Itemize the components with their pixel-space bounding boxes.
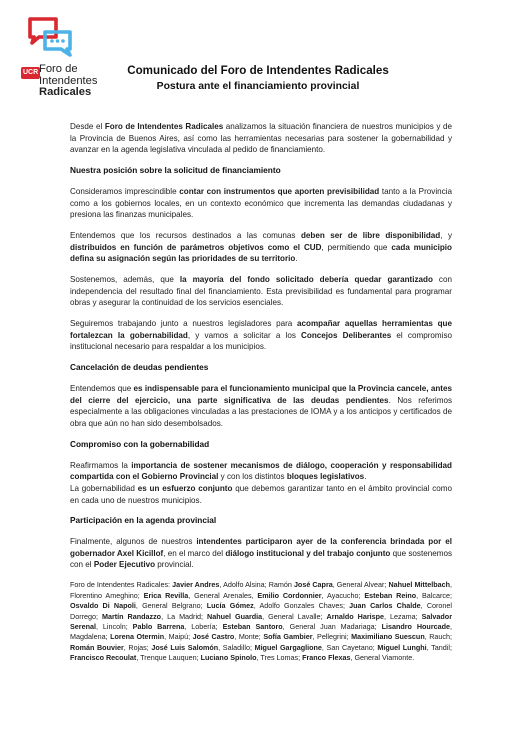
paragraph-legisladores bbox=[70, 318, 452, 353]
bold-run: contar con instrumentos que aporten previsibilidad bbox=[179, 186, 380, 196]
section-heading-agenda: Participación en la agenda provincial bbox=[70, 515, 217, 526]
text-run: . bbox=[295, 254, 298, 264]
bold-run: cada municipio defina su asignación según las prioridades de su territorio bbox=[70, 242, 452, 264]
text-run: , San Cayetano; bbox=[321, 642, 378, 652]
bold-run: Miguel Lunghi bbox=[377, 642, 427, 652]
text-run: , Magdalena; bbox=[70, 622, 453, 642]
text-run: , Ayacucho; bbox=[321, 590, 365, 600]
paragraph-fondo-garantizado bbox=[70, 274, 452, 309]
text-run: , Lincoln; bbox=[95, 622, 133, 631]
text-run: , Saladillo; bbox=[218, 642, 255, 652]
bold-run: Román Bouvier bbox=[70, 642, 124, 652]
bold-run: José Capra bbox=[293, 580, 333, 590]
bold-run: Arnaldo Harispe bbox=[326, 611, 385, 621]
bold-run: bloques legislativos bbox=[286, 472, 365, 482]
text-run: . Nos referimos especialmente a las obligaciones vinculadas a las prestaciones de IOMA y a los anticipos y certificados de obra que aún no han sido desembolsados. bbox=[70, 395, 452, 428]
bold-run: importancia de sostener mecanismos de diálogo, cooperación y responsabilidad compartida con el Gobierno Provincial bbox=[70, 460, 453, 482]
text-run: , Balcarce; bbox=[416, 590, 452, 600]
section-heading-gobernabilidad: Compromiso con la gobernabilidad bbox=[70, 438, 210, 449]
text-run: , General Lavalle; bbox=[262, 611, 327, 621]
text-run: , Tres Lomas; bbox=[256, 653, 303, 663]
bold-run: Javier Andres bbox=[172, 580, 220, 590]
bold-run: Juan Carlos Chalde bbox=[349, 601, 421, 611]
text-run: que debemos garantizar tanto en el ámbito provincial como en cada uno de nuestros municipios. bbox=[70, 483, 452, 505]
bold-run: Lucía Gómez bbox=[206, 601, 254, 611]
text-run: , General Viamonte. bbox=[350, 653, 415, 663]
bold-run: intendentes participaron ayer de la conferencia brindada por el gobernador Axel Kicillof bbox=[70, 537, 452, 558]
text-run: Consideramos imprescindible bbox=[70, 186, 180, 196]
text-run: provincial. bbox=[155, 560, 194, 570]
bold-run: Emilio Cordonnier bbox=[257, 590, 322, 600]
text-run: , en el marco del bbox=[163, 548, 226, 558]
bold-run: Esteban Reino bbox=[364, 590, 417, 600]
bold-run: Nahuel Guardia bbox=[207, 611, 263, 621]
document-body bbox=[70, 121, 452, 673]
bold-run: distribuidos en función de parámetros objetivos como el CUD bbox=[70, 242, 322, 252]
logo-line-1: Foro de bbox=[39, 63, 78, 75]
text-run: , La Madrid; bbox=[161, 611, 208, 621]
text-run: , Maipú; bbox=[164, 632, 193, 642]
document-subtitle: Postura ante el financiamiento provincial bbox=[156, 81, 360, 92]
text-run: , Tandil; bbox=[426, 642, 452, 652]
text-run: , General Belgrano; bbox=[135, 601, 207, 611]
bold-run: Lisandro Hourcade bbox=[381, 622, 451, 631]
bold-run: Martín Randazzo bbox=[101, 611, 162, 621]
bold-run: Lorena Otermin bbox=[110, 632, 165, 642]
text-run: , Pellegrini; bbox=[312, 632, 352, 642]
paragraph-esfuerzo-conjunto bbox=[70, 483, 452, 506]
text-run: , Adolfo Gonzales Chaves; bbox=[253, 601, 350, 611]
text-run: , Monte; bbox=[234, 632, 264, 642]
ucr-badge: UCR bbox=[21, 67, 40, 79]
text-run: Desde el bbox=[70, 122, 105, 131]
paragraph-deudas bbox=[70, 383, 452, 429]
text-run: Seguiremos trabajando junto a nuestros legisladores para bbox=[70, 319, 298, 329]
document-title: Comunicado del Foro de Intendentes Radicales bbox=[127, 64, 389, 77]
text-run: tanto a la Provincia como a los gobiernos locales, en un contexto económico que incrementa las demandas ciudadanas y presiona las finanzas municipales. bbox=[70, 186, 452, 220]
signers-list bbox=[70, 580, 452, 663]
bold-run: Erica Revilla bbox=[143, 590, 189, 600]
bold-run: Concejos Deliberantes bbox=[301, 330, 392, 340]
bold-run: acompañar aquellas herramientas que fortalezcan la gobernabilidad bbox=[70, 319, 452, 340]
text-run: , Coronel Dorrego; bbox=[70, 601, 452, 621]
text-run: Entendemos que bbox=[70, 384, 134, 394]
text-run: , General Arenales, bbox=[188, 590, 258, 600]
bold-run: Maximiliano Suescun bbox=[351, 632, 425, 642]
text-run: , Lezama; bbox=[384, 611, 422, 621]
text-run: , Trenque Lauquen; bbox=[136, 653, 201, 663]
bold-run: deben ser de libre disponibilidad bbox=[300, 231, 441, 241]
paragraph-conferencia bbox=[70, 536, 452, 571]
bold-run: Franco Flexas bbox=[302, 653, 351, 663]
speech-bubbles-icon bbox=[27, 16, 77, 62]
text-run: , Lobería; bbox=[184, 622, 223, 631]
paragraph-previsibilidad bbox=[70, 186, 452, 221]
bold-run: es indispensable para el funcionamiento municipal que la Provincia cancele, antes del cierre del ejercicio, una parte significativa de las deudas pendientes bbox=[70, 384, 452, 405]
section-heading-deudas: Cancelación de deudas pendientes bbox=[70, 362, 209, 373]
text-run: , y bbox=[440, 231, 453, 241]
text-run: y con los distintos bbox=[218, 472, 287, 482]
bold-run: Sofía Gambier bbox=[263, 632, 313, 642]
text-run: , Florentino Ameghino; bbox=[70, 580, 452, 600]
bold-run: Poder Ejecutivo bbox=[93, 560, 156, 570]
text-run: La gobernabilidad bbox=[70, 483, 138, 493]
text-run: , Rojas; bbox=[123, 642, 152, 652]
text-run: Foro de Intendentes Radicales: bbox=[70, 580, 173, 590]
text-run: analizamos la situación financiera de nuestros municipios y de la Provincia de Buenos Aires, así como las herramientas necesarias para sostener la gobernabilidad y avanzar en la agenda legislativa vinculada al pedido de financiamiento. bbox=[70, 122, 452, 155]
bold-run: Luciano Spinolo bbox=[200, 653, 257, 663]
bold-run: Foro de Intendentes Radicales bbox=[104, 122, 224, 131]
bold-run: Osvaldo Di Napoli bbox=[70, 601, 136, 611]
text-run: Finalmente, algunos de nuestros bbox=[70, 537, 197, 547]
text-run: Entendemos que los recursos destinados a las comunas bbox=[70, 231, 301, 241]
bold-run: José Luis Salomón bbox=[151, 642, 219, 652]
bold-run: Pablo Barrena bbox=[132, 622, 185, 631]
text-run: , y vamos a solicitar a los bbox=[187, 330, 302, 340]
text-run: el compromiso institucional necesario para respaldar a los municipios. bbox=[70, 330, 452, 352]
logo-line-2: Intendentes bbox=[39, 74, 98, 87]
paragraph-libre-disponibilidad bbox=[70, 230, 452, 265]
text-run: Sostenemos, además, que bbox=[70, 275, 180, 285]
text-run: . bbox=[364, 472, 367, 482]
intro-paragraph bbox=[70, 121, 452, 156]
bold-run: Salvador Serenal bbox=[70, 611, 452, 631]
text-run: , permitiendo que bbox=[321, 242, 392, 252]
bold-run: Esteban Santoro bbox=[222, 622, 283, 631]
paragraph-dialogo bbox=[70, 460, 452, 483]
bold-run: Nahuel Mittelbach bbox=[388, 580, 450, 590]
section-heading-financiamiento: Nuestra posición sobre la solicitud de financiamiento bbox=[70, 165, 281, 176]
text-run: que sostenemos con el bbox=[70, 548, 453, 570]
bold-run: Francisco Recoulat bbox=[70, 653, 137, 663]
text-run: , Adolfo Alsina; Ramón bbox=[219, 580, 294, 590]
text-run: , General Alvear; bbox=[332, 580, 389, 590]
text-run: Reafirmamos la bbox=[70, 460, 132, 470]
bold-run: la mayoría del fondo solicitado debería quedar garantizado bbox=[179, 275, 433, 285]
text-run: con independencia del resultado final del financiamiento. Esta previsibilidad es fundamental para programar obras y asegurar la continuidad de los servicios esenciales. bbox=[70, 275, 452, 308]
bold-run: Miguel Gargaglione bbox=[254, 642, 322, 652]
logo-line-3: Radicales bbox=[39, 86, 92, 98]
bold-run: José Castro bbox=[192, 632, 235, 642]
bold-run: diálogo institucional y del trabajo conjunto bbox=[225, 548, 391, 558]
text-run: , General Juan Madariaga; bbox=[282, 622, 382, 631]
text-run: , Rauch; bbox=[424, 632, 452, 642]
bold-run: es un esfuerzo conjunto bbox=[137, 483, 233, 493]
